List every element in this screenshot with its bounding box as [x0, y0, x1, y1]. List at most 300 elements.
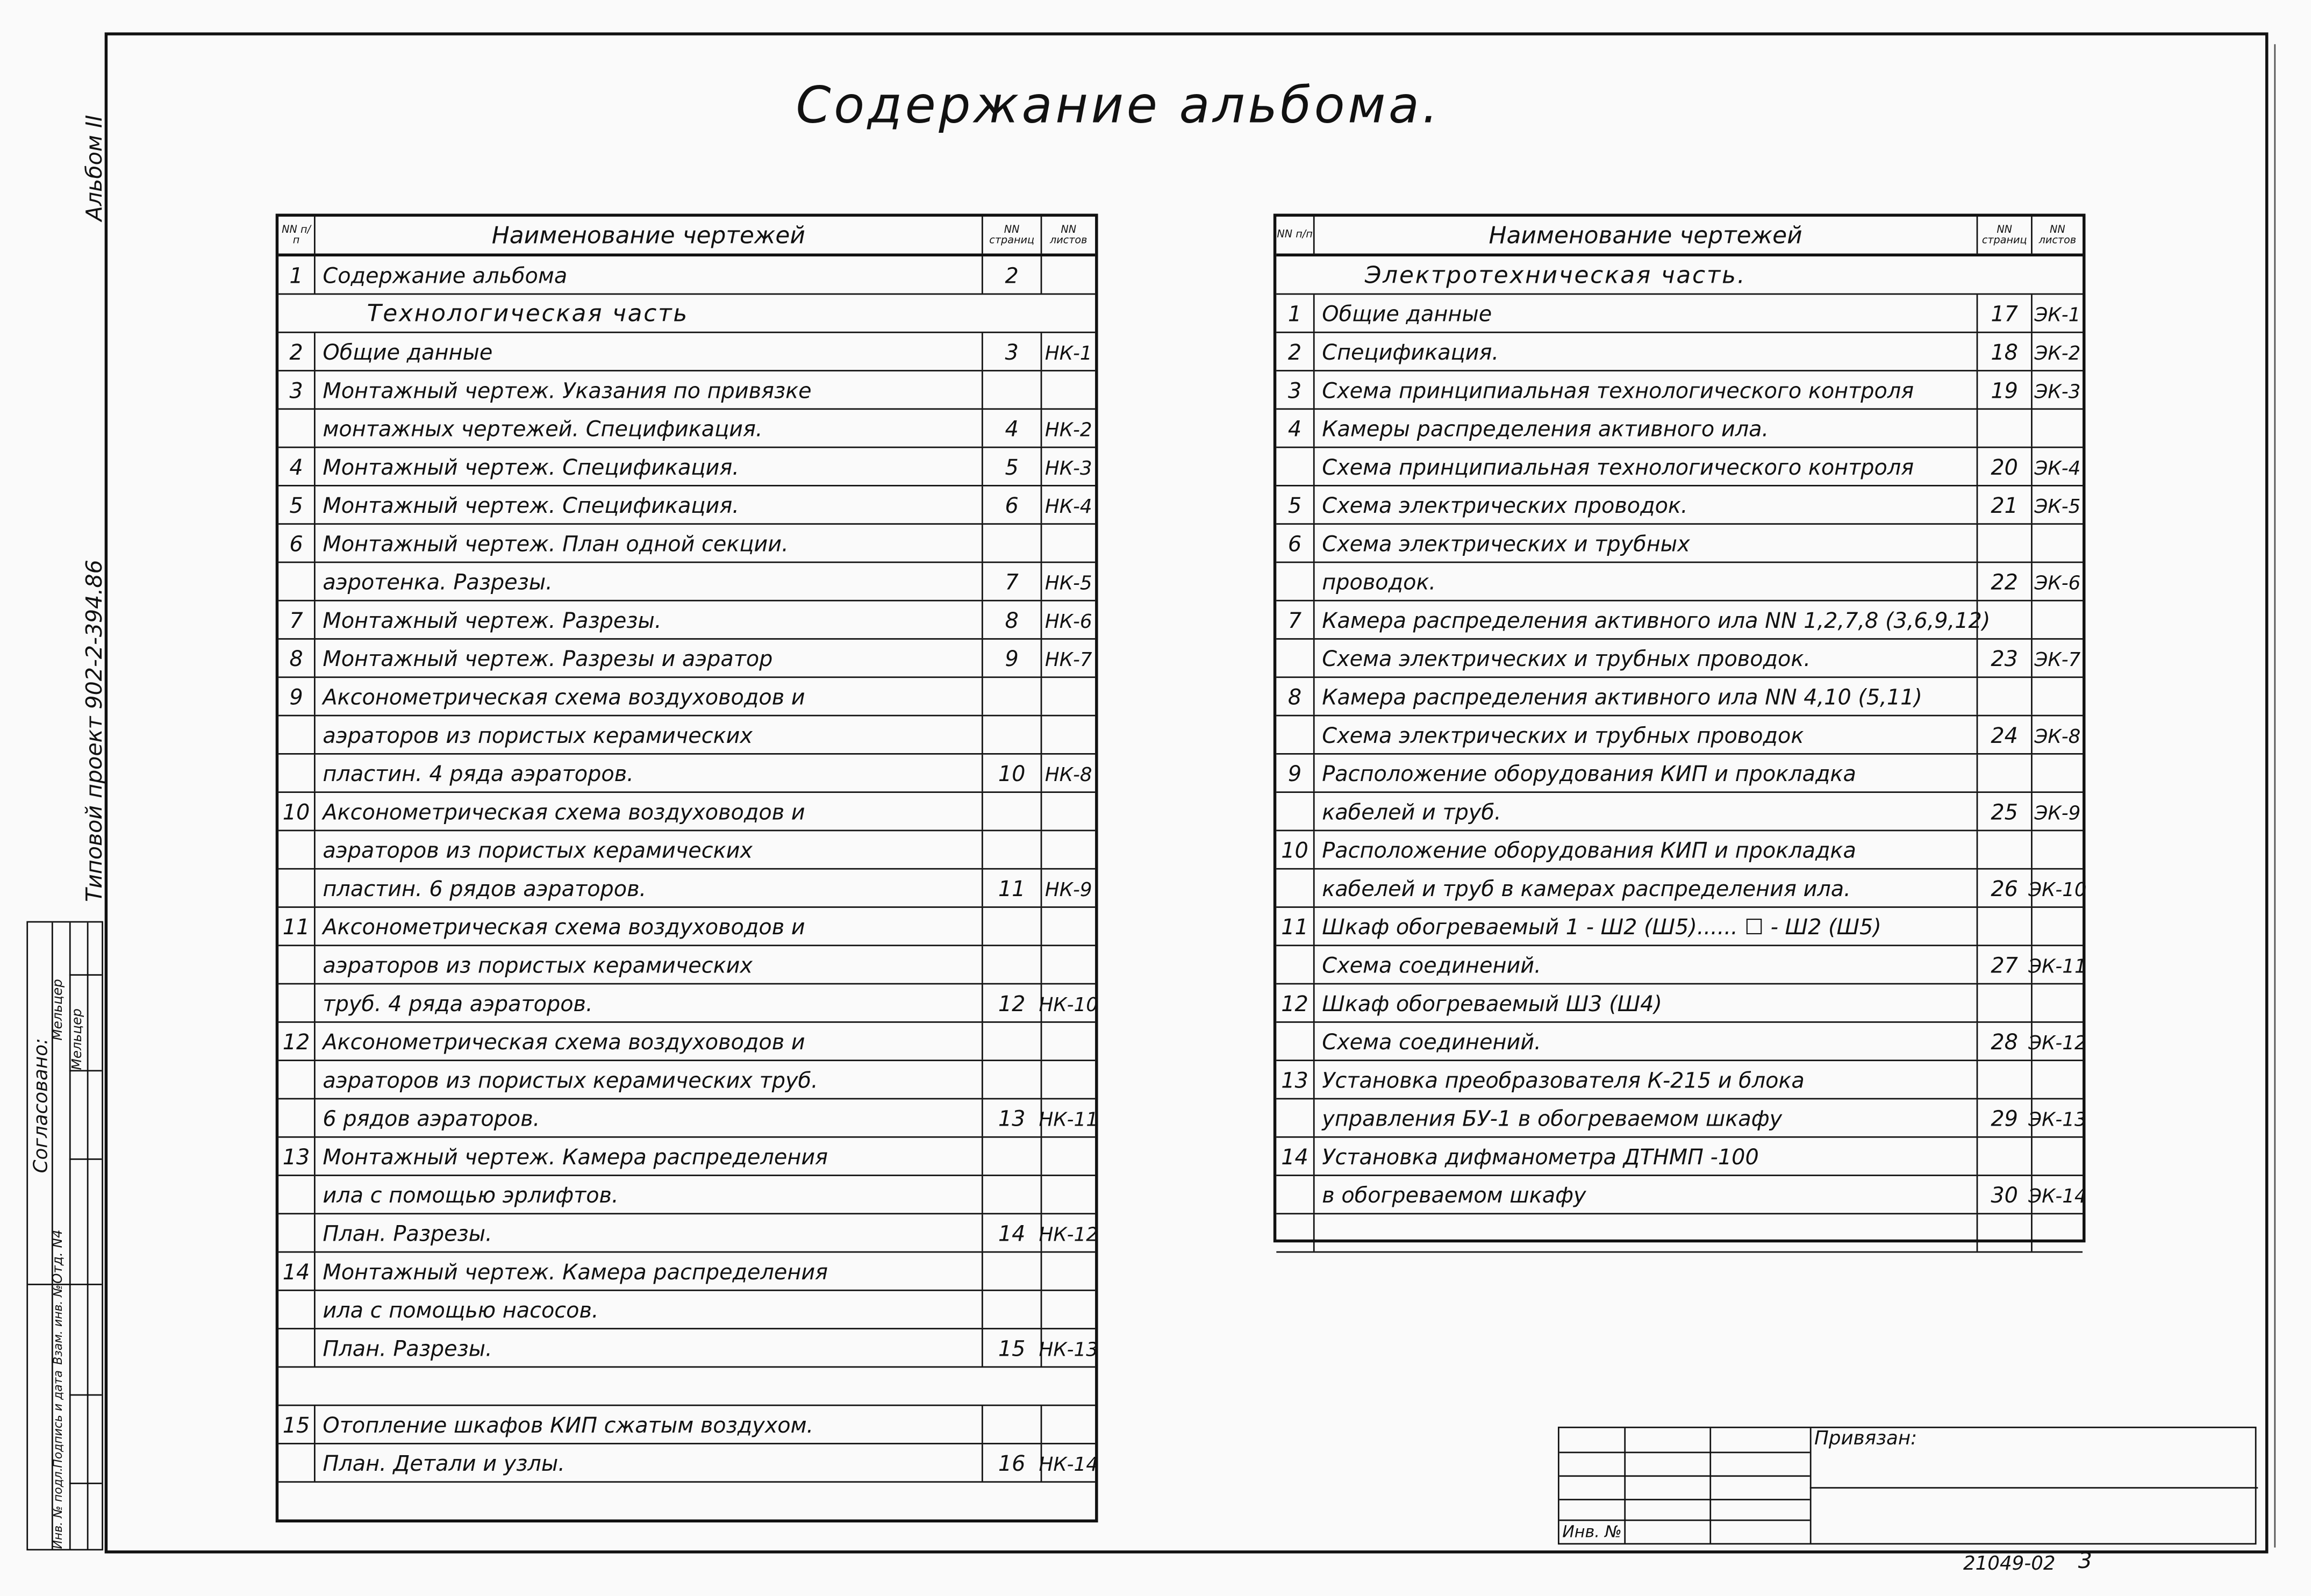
drawing-name: проводок. [1315, 563, 1978, 600]
sheet-number: ЭК-1 [2034, 305, 2081, 327]
page-number: 7 [983, 563, 1042, 600]
sheet-number [1042, 525, 1095, 562]
table-row [278, 563, 1095, 601]
page-number [1978, 1138, 2032, 1175]
table-row [1276, 602, 2083, 640]
drawing-name: Схема соединений. [1315, 1023, 1978, 1060]
row-number: 4 [278, 448, 316, 485]
table-row [278, 1023, 1095, 1061]
sheet-number [2033, 755, 2083, 792]
sheet-number [1042, 1138, 1095, 1175]
header-page: NN страниц [1978, 217, 2032, 254]
sheet-number: НК-14 [1039, 1455, 1098, 1477]
drawing-name: Монтажный чертеж. Указания по привязке [316, 371, 983, 409]
table-row [1276, 678, 2083, 716]
drawing-name: пластин. 4 ряда аэраторов. [316, 755, 983, 792]
row-number [1276, 870, 1314, 907]
title-block [1558, 1427, 2257, 1544]
row-number: 6 [1276, 525, 1314, 562]
row-number [1276, 1176, 1314, 1213]
sheet-number: НК-8 [1044, 764, 1092, 788]
table-row [278, 946, 1095, 984]
table-row [1276, 295, 2083, 333]
sheet-number [1042, 716, 1095, 753]
table-row [1276, 1138, 2083, 1176]
sheet-number: НК-10 [1039, 994, 1098, 1017]
sheet-number [1042, 1176, 1095, 1213]
row-number: 10 [1276, 831, 1314, 868]
row-number [1276, 1214, 1314, 1251]
page-number: 30 [1978, 1176, 2032, 1213]
page-number [1978, 908, 2032, 945]
sheet-number [2033, 602, 2083, 639]
table-row [1276, 870, 2087, 908]
row-number: 14 [278, 1253, 316, 1290]
row-number: 1 [1276, 295, 1314, 332]
row-number: 3 [1276, 371, 1314, 409]
sheet-number [1042, 678, 1095, 715]
table-row [1276, 486, 2083, 525]
page-number: 5 [983, 448, 1042, 485]
drawing-name [1315, 1214, 1978, 1251]
table-row [1276, 563, 2083, 601]
table-row [1276, 984, 2083, 1022]
table-row [278, 831, 1095, 869]
page-number: 22 [1978, 563, 2032, 600]
row-number: 9 [1276, 755, 1314, 792]
stamp-signature: Мельцер [70, 1008, 86, 1070]
table-row [278, 1406, 1095, 1444]
header-num: NN п/п [1276, 217, 1314, 254]
page-number: 29 [1978, 1099, 2032, 1136]
row-number [278, 716, 316, 753]
drawing-name: План. Разрезы. [316, 1214, 983, 1251]
stamp-dept: Отд. N4 [51, 1229, 67, 1284]
sheet-number [1042, 908, 1095, 945]
drawing-name: Схема электрических и трубных [1315, 525, 1978, 562]
drawing-name: Спецификация. [1315, 333, 1978, 370]
drawing-name: Камера распределения активного ила NN 1,2,7,8 (3,6,9,12) [1315, 602, 1978, 639]
drawing-name: План. Разрезы. [316, 1329, 983, 1366]
row-number [278, 1176, 316, 1213]
page-title: Содержание альбома. [796, 76, 1441, 136]
drawing-name: Аксонометрическая схема воздуховодов и [316, 793, 983, 830]
table-row [1276, 793, 2083, 831]
table-row [1276, 1214, 2083, 1253]
drawing-name: кабелей и труб. [1315, 793, 1978, 830]
table-header [1276, 217, 2083, 256]
table-row [278, 755, 1095, 793]
section-row [278, 1368, 1095, 1406]
sheet-number [2033, 678, 2083, 715]
table-row [278, 448, 1095, 486]
header-sheet: NN листов [2038, 223, 2077, 246]
row-number: 5 [278, 486, 316, 524]
sheet-number: НК-6 [1044, 611, 1092, 634]
sheet-number [1042, 831, 1095, 868]
page-number: 16 [983, 1444, 1042, 1482]
row-number [1276, 563, 1314, 600]
sheet-number [2033, 831, 2083, 868]
drawing-name: Схема электрических и трубных проводок [1315, 716, 1978, 753]
page-number: 13 [983, 1099, 1042, 1136]
drawing-name: Монтажный чертеж. Разрезы и аэратор [316, 640, 983, 677]
header-sheet: NN листов [1049, 223, 1087, 246]
drawing-name: Схема электрических проводок. [1315, 486, 1978, 524]
row-number: 10 [278, 793, 316, 830]
row-number [278, 410, 316, 447]
section-row [1276, 256, 2083, 295]
sheet-number: НК-12 [1039, 1225, 1098, 1247]
table-row [278, 410, 1095, 448]
drawing-name: кабелей и труб в камерах распределения ила. [1315, 870, 1978, 907]
table-row [278, 678, 1095, 716]
row-number: 12 [278, 1023, 316, 1060]
table-row [278, 793, 1095, 831]
inv-label: Инв. № [1562, 1522, 1622, 1542]
row-number: 8 [278, 640, 316, 677]
sheet-number [1042, 946, 1095, 983]
page-number [983, 371, 1042, 409]
sheet-number: ЭК-14 [2028, 1186, 2087, 1209]
page-number [983, 678, 1042, 715]
table-row [1276, 333, 2083, 371]
sheet-number [1042, 1253, 1095, 1290]
drawing-name: Шкаф обогреваемый Ш3 (Ш4) [1315, 984, 1978, 1021]
table-row [278, 256, 1095, 295]
page-number [1978, 1214, 2032, 1251]
page-number: 12 [983, 984, 1042, 1021]
table-row [1276, 1061, 2083, 1099]
drawing-name: Схема принципиальная технологического контроля [1315, 448, 1978, 485]
row-number: 12 [1276, 984, 1314, 1021]
sheet-number: ЭК-2 [2034, 343, 2081, 366]
table-header [278, 217, 1095, 256]
page-number [983, 1061, 1042, 1098]
stamp-agreed: Согласовано: [31, 1037, 53, 1173]
album-label: Альбом II [81, 114, 108, 221]
drawing-name: Общие данные [316, 333, 983, 370]
row-number [278, 831, 316, 868]
table-row [278, 984, 1098, 1022]
sheet-number: НК-3 [1044, 458, 1092, 481]
page-number: 9 [983, 640, 1042, 677]
row-number: 8 [1276, 678, 1314, 715]
sheet-number: ЭК-10 [2028, 879, 2087, 902]
row-number: 15 [278, 1406, 316, 1443]
page-number: 2 [983, 256, 1042, 294]
drawing-name: Установка преобразователя К-215 и блока [1315, 1061, 1978, 1098]
table-row [1276, 908, 2083, 946]
header-name: Наименование чертежей [1315, 217, 1978, 254]
sheet-number: ЭК-5 [2034, 496, 2081, 519]
sheet-number [1042, 793, 1095, 830]
table-row [1276, 371, 2083, 410]
page-number: 10 [983, 755, 1042, 792]
stamp-label-replace: Взам. инв. № [51, 1284, 65, 1365]
row-number: 13 [278, 1138, 316, 1175]
section-row [278, 1483, 1095, 1521]
row-number: 11 [278, 908, 316, 945]
row-number: 7 [278, 602, 316, 639]
section-row [278, 295, 1095, 333]
table-row [278, 1329, 1098, 1368]
row-number: 2 [278, 333, 316, 370]
contents-table-electrical [1273, 214, 2086, 1243]
table-row [1276, 755, 2083, 793]
drawing-name: Аксонометрическая схема воздуховодов и [316, 908, 983, 945]
drawing-code: 21049-02 [1963, 1553, 2056, 1576]
page-number [1978, 525, 2032, 562]
table-row [1276, 1176, 2087, 1214]
drawing-name: Отопление шкафов КИП сжатым воздухом. [316, 1406, 983, 1443]
sheet-number: НК-11 [1039, 1110, 1098, 1132]
page-number [983, 1253, 1042, 1290]
sheet-number [2033, 1138, 2083, 1175]
row-number [1276, 448, 1314, 485]
drawing-name: ила с помощью насосов. [316, 1291, 983, 1328]
table-row [278, 1176, 1095, 1214]
row-number: 1 [278, 256, 316, 294]
table-row [1276, 716, 2083, 754]
page-number [983, 1291, 1042, 1328]
row-number [278, 1099, 316, 1136]
sheet-number [1042, 1406, 1095, 1443]
sheet-number [2033, 525, 2083, 562]
page-number: 28 [1978, 1023, 2032, 1060]
sheet-number [2033, 908, 2083, 945]
row-number: 6 [278, 525, 316, 562]
row-number [278, 1444, 316, 1482]
table-row [1276, 410, 2083, 448]
page-number [1978, 410, 2032, 447]
sheet-number: НК-4 [1044, 496, 1092, 519]
drawing-name: аэротенка. Разрезы. [316, 563, 983, 600]
drawing-name: аэраторов из пористых керамических [316, 831, 983, 868]
drawing-name: Монтажный чертеж. Разрезы. [316, 602, 983, 639]
page-number [1978, 984, 2032, 1021]
page-number: 20 [1978, 448, 2032, 485]
row-number [278, 1329, 316, 1366]
page-number [983, 1138, 1042, 1175]
drawing-name: Монтажный чертеж. Камера распределения [316, 1253, 983, 1290]
drawing-name: 6 рядов аэраторов. [316, 1099, 983, 1136]
table-row [278, 1253, 1095, 1291]
row-number [1276, 946, 1314, 983]
sheet-number: ЭК-8 [2034, 726, 2081, 749]
row-number [1276, 1023, 1314, 1060]
row-number [278, 755, 316, 792]
project-label: Типовой проект 902-2-394.86 [81, 560, 108, 902]
row-number: 3 [278, 371, 316, 409]
sheet-number: ЭК-3 [2034, 382, 2081, 404]
sheet-number: ЭК-9 [2034, 803, 2081, 826]
drawing-name: в обогреваемом шкафу [1315, 1176, 1978, 1213]
page-number [983, 1176, 1042, 1213]
table-row [1276, 640, 2083, 678]
sheet-number [2033, 1214, 2083, 1251]
drawing-name: Монтажный чертеж. План одной секции. [316, 525, 983, 562]
table-row [278, 1291, 1095, 1329]
drawing-name: Схема соединений. [1315, 946, 1978, 983]
sheet-number: НК-13 [1039, 1340, 1098, 1362]
table-row [278, 640, 1095, 678]
page-number: 23 [1978, 640, 2032, 677]
page-number: 24 [1978, 716, 2032, 753]
drawing-name: Общие данные [1315, 295, 1978, 332]
table-row [1276, 448, 2083, 486]
sheet-number: ЭК-4 [2034, 458, 2081, 481]
row-number [278, 1291, 316, 1328]
drawing-name: Аксонометрическая схема воздуховодов и [316, 1023, 983, 1060]
page-number [1978, 755, 2032, 792]
header-num: NN п/п [278, 217, 316, 254]
page-number [1978, 1061, 2032, 1098]
drawing-name: Содержание альбома [316, 256, 983, 294]
page-number: 25 [1978, 793, 2032, 830]
row-number [1276, 716, 1314, 753]
drawing-name: Шкаф обогреваемый 1 - Ш2 (Ш5)...... ☐ - Ш2 (Ш5) [1315, 908, 1978, 945]
page-number: 3 [2078, 1547, 2092, 1574]
page-number: 17 [1978, 295, 2032, 332]
page-number [983, 908, 1042, 945]
page-number: 4 [983, 410, 1042, 447]
page-number [983, 1023, 1042, 1060]
drawing-name: аэраторов из пористых керамических [316, 716, 983, 753]
drawing-name: Аксонометрическая схема воздуховодов и [316, 678, 983, 715]
sheet-number [2033, 984, 2083, 1021]
stamp-name: Мельцер [51, 979, 67, 1041]
row-number: 9 [278, 678, 316, 715]
section-title [278, 1483, 1095, 1520]
row-number: 4 [1276, 410, 1314, 447]
drawing-name: Схема принципиальная технологического контроля [1315, 371, 1978, 409]
drawing-name: План. Детали и узлы. [316, 1444, 983, 1482]
page-number [1978, 602, 2032, 639]
page-number [983, 946, 1042, 983]
table-row [278, 908, 1095, 946]
page-number [1978, 831, 2032, 868]
table-row [278, 1061, 1095, 1099]
frame-edge-line [2274, 44, 2276, 1548]
sheet-number [1042, 1291, 1095, 1328]
sheet-number: ЭК-13 [2028, 1110, 2087, 1132]
row-number [278, 1061, 316, 1098]
page-number [1978, 678, 2032, 715]
row-number: 13 [1276, 1061, 1314, 1098]
sheet-number [1042, 371, 1095, 409]
sheet-number: НК-7 [1044, 650, 1092, 672]
sheet-number: НК-1 [1044, 343, 1092, 366]
page-number: 11 [983, 870, 1042, 907]
row-number: 2 [1276, 333, 1314, 370]
sheet-number [1042, 1061, 1095, 1098]
sheet-number: ЭК-6 [2034, 573, 2081, 596]
drawing-name: Монтажный чертеж. Спецификация. [316, 448, 983, 485]
sheet-number [2033, 410, 2083, 447]
row-number: 7 [1276, 602, 1314, 639]
bound-label: Привязан: [1814, 1428, 1918, 1450]
table-row [278, 716, 1095, 754]
sheet-number: НК-5 [1044, 573, 1092, 596]
approval-stamp [26, 921, 103, 1551]
page-number [983, 525, 1042, 562]
table-row [278, 486, 1095, 525]
page-number: 21 [1978, 486, 2032, 524]
section-title [278, 1368, 1095, 1405]
table-row [278, 870, 1095, 908]
drawing-name: Расположение оборудования КИП и прокладка [1315, 831, 1978, 868]
table-row [278, 1214, 1098, 1253]
table-row [1276, 1023, 2087, 1061]
section-title: Технологическая часть [367, 299, 689, 327]
table-row [1276, 946, 2087, 984]
contents-table-technological [276, 214, 1098, 1523]
drawing-name: аэраторов из пористых керамических [316, 946, 983, 983]
drawing-name: Камеры распределения активного ила. [1315, 410, 1978, 447]
sheet-number [1042, 256, 1095, 294]
row-number [278, 563, 316, 600]
table-row [278, 371, 1095, 410]
table-row [278, 1444, 1098, 1483]
stamp-label-sign: Подпись и дата [51, 1370, 65, 1468]
drawing-name: пластин. 6 рядов аэраторов. [316, 870, 983, 907]
page-number [983, 831, 1042, 868]
page-number: 19 [1978, 371, 2032, 409]
sheet-number [1042, 1023, 1095, 1060]
sheet-number: ЭК-7 [2034, 650, 2081, 672]
table-row [1276, 525, 2083, 563]
row-number [278, 984, 316, 1021]
drawing-name: Схема электрических и трубных проводок. [1315, 640, 1978, 677]
page-number: 6 [983, 486, 1042, 524]
table-row [278, 1138, 1095, 1176]
table-row [278, 333, 1095, 371]
page-number [983, 793, 1042, 830]
page-number: 8 [983, 602, 1042, 639]
row-number [1276, 640, 1314, 677]
page-number: 26 [1978, 870, 2032, 907]
section-title: Электротехническая часть. [1364, 261, 1747, 289]
page-number: 18 [1978, 333, 2032, 370]
drawing-name: Установка дифманометра ДТНМП -100 [1315, 1138, 1978, 1175]
drawing-name: труб. 4 ряда аэраторов. [316, 984, 983, 1021]
drawing-name: управления БУ-1 в обогреваемом шкафу [1315, 1099, 1978, 1136]
row-number [1276, 1099, 1314, 1136]
stamp-label-inv: Инв. № подл. [51, 1468, 65, 1549]
drawing-name: монтажных чертежей. Спецификация. [316, 410, 983, 447]
sheet-number: НК-2 [1044, 420, 1092, 442]
table-row [1276, 1099, 2087, 1137]
sheet-number: ЭК-11 [2028, 956, 2087, 979]
sheet-number: ЭК-12 [2028, 1033, 2087, 1056]
table-row [278, 525, 1095, 563]
row-number: 11 [1276, 908, 1314, 945]
drawing-name: Монтажный чертеж. Камера распределения [316, 1138, 983, 1175]
table-row [278, 1099, 1098, 1137]
row-number: 5 [1276, 486, 1314, 524]
drawing-name: аэраторов из пористых керамических труб. [316, 1061, 983, 1098]
row-number [278, 1214, 316, 1251]
page-number: 14 [983, 1214, 1042, 1251]
page-number: 27 [1978, 946, 2032, 983]
drawing-name: ила с помощью эрлифтов. [316, 1176, 983, 1213]
row-number [278, 870, 316, 907]
header-name: Наименование чертежей [316, 217, 983, 254]
page-number: 15 [983, 1329, 1042, 1366]
drawing-name: Монтажный чертеж. Спецификация. [316, 486, 983, 524]
page-number [983, 1406, 1042, 1443]
